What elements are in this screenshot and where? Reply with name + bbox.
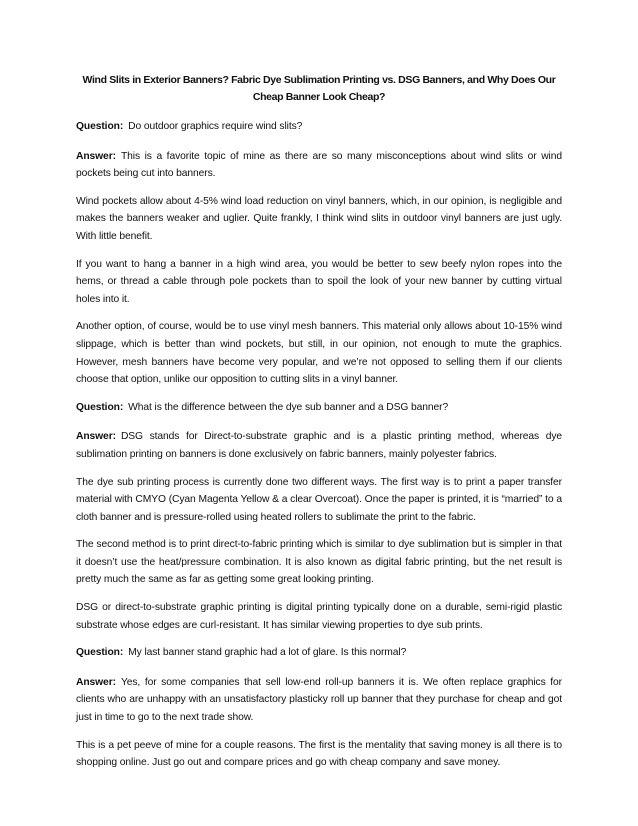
paragraph-text: Wind pockets allow about 4-5% wind load reduction on vinyl banners, which, in our opinion, is negligible and makes the banners weaker and uglier. Quite frankly, I think wind slits in outdoor vinyl banners are just ugly. With little benefit. bbox=[76, 195, 562, 242]
paragraph-text: DSG or direct-to-substrate graphic printing is digital printing typically done on a durable, semi-rigid plastic substrate whose edges are curl-resistant. It has similar viewing properties to dye sub prints. bbox=[76, 602, 562, 631]
paragraph bbox=[76, 474, 562, 527]
answer-label: Answer: bbox=[76, 431, 116, 443]
paragraph-question-3 bbox=[76, 644, 562, 662]
paragraph bbox=[76, 256, 562, 309]
paragraph-text: DSG stands for Direct-to-substrate graphic and is a plastic printing method, whereas dye sublimation printing on banners is done exclusively on fabric banners, mainly polyester fabrics. bbox=[76, 431, 562, 460]
paragraph bbox=[76, 737, 562, 772]
document-title: Wind Slits in Exterior Banners? Fabric Dye Sublimation Printing vs. DSG Banners, and Why Does Our Cheap Banner Look Cheap? bbox=[82, 74, 556, 103]
paragraph-answer-2 bbox=[76, 428, 562, 463]
paragraph-question-2 bbox=[76, 399, 562, 417]
question-label: Question: bbox=[76, 647, 124, 659]
paragraph-question-1 bbox=[76, 118, 562, 136]
answer-label: Answer: bbox=[76, 676, 116, 688]
paragraph-text: Yes, for some companies that sell low-end roll-up banners it is. We often replace graphics for clients who are unhappy with an unsatisfactory plasticky roll up banner that they purchase for cheap and got just in time to go to the next trade show. bbox=[76, 676, 562, 724]
paragraph-text: My last banner stand graphic had a lot of glare. Is this normal? bbox=[128, 647, 407, 659]
question-label: Question: bbox=[76, 401, 124, 413]
paragraph bbox=[76, 318, 562, 388]
question-label: Question: bbox=[76, 121, 124, 132]
paragraph-text: The dye sub printing process is currently done two different ways. The first way is to print a paper transfer material with CMYO (Cyan Magenta Yellow & a clear Overcoat). Once the paper is printed, it is “married” to a cloth banner and is pressure-rolled using heated rollers to sublimate the print to the fabric. bbox=[76, 476, 562, 523]
paragraph bbox=[76, 193, 562, 246]
paragraph-text: Do outdoor graphics require wind slits? bbox=[128, 121, 303, 132]
paragraph bbox=[76, 536, 562, 589]
paragraph-text: This is a pet peeve of mine for a couple reasons. The first is the mentality that saving money is all there is to shopping online. Just go out and compare prices and go with cheap company and save money. bbox=[76, 739, 562, 769]
paragraph-text: Another option, of course, would be to use vinyl mesh banners. This material only allows about 10-15% wind slippage, which is better than wind pockets, but still, in our opinion, not enough to mute the graphics. However, mesh banners have become very popular, and we’re not opposed to selling them if our clients choose that option, unlike our opposition to cutting slits in a vinyl banner. bbox=[76, 321, 562, 386]
paragraph-answer-1 bbox=[76, 148, 562, 183]
paragraph-text: The second method is to print direct-to-fabric printing which is similar to dye sublimation but is simpler in that it doesn’t use the heat/pressure combination. It is also known as digital fabric printing, but the net result is pretty much the same as far as getting some great looking printing. bbox=[76, 539, 562, 586]
document-body bbox=[76, 72, 562, 782]
answer-label: Answer: bbox=[76, 150, 116, 162]
paragraph-answer-3 bbox=[76, 674, 562, 727]
paragraph-text: This is a favorite topic of mine as there are so many misconceptions about wind slits or wind pockets being cut into banners. bbox=[76, 150, 562, 180]
paragraph-text: What is the difference between the dye sub banner and a DSG banner? bbox=[128, 401, 449, 413]
paragraph bbox=[76, 599, 562, 634]
paragraph-text: If you want to hang a banner in a high wind area, you would be better to sew beefy nylon ropes into the hems, or thread a cable through pole pockets than to spoil the look of your new banner by cutting virtual holes into it. bbox=[76, 258, 562, 305]
